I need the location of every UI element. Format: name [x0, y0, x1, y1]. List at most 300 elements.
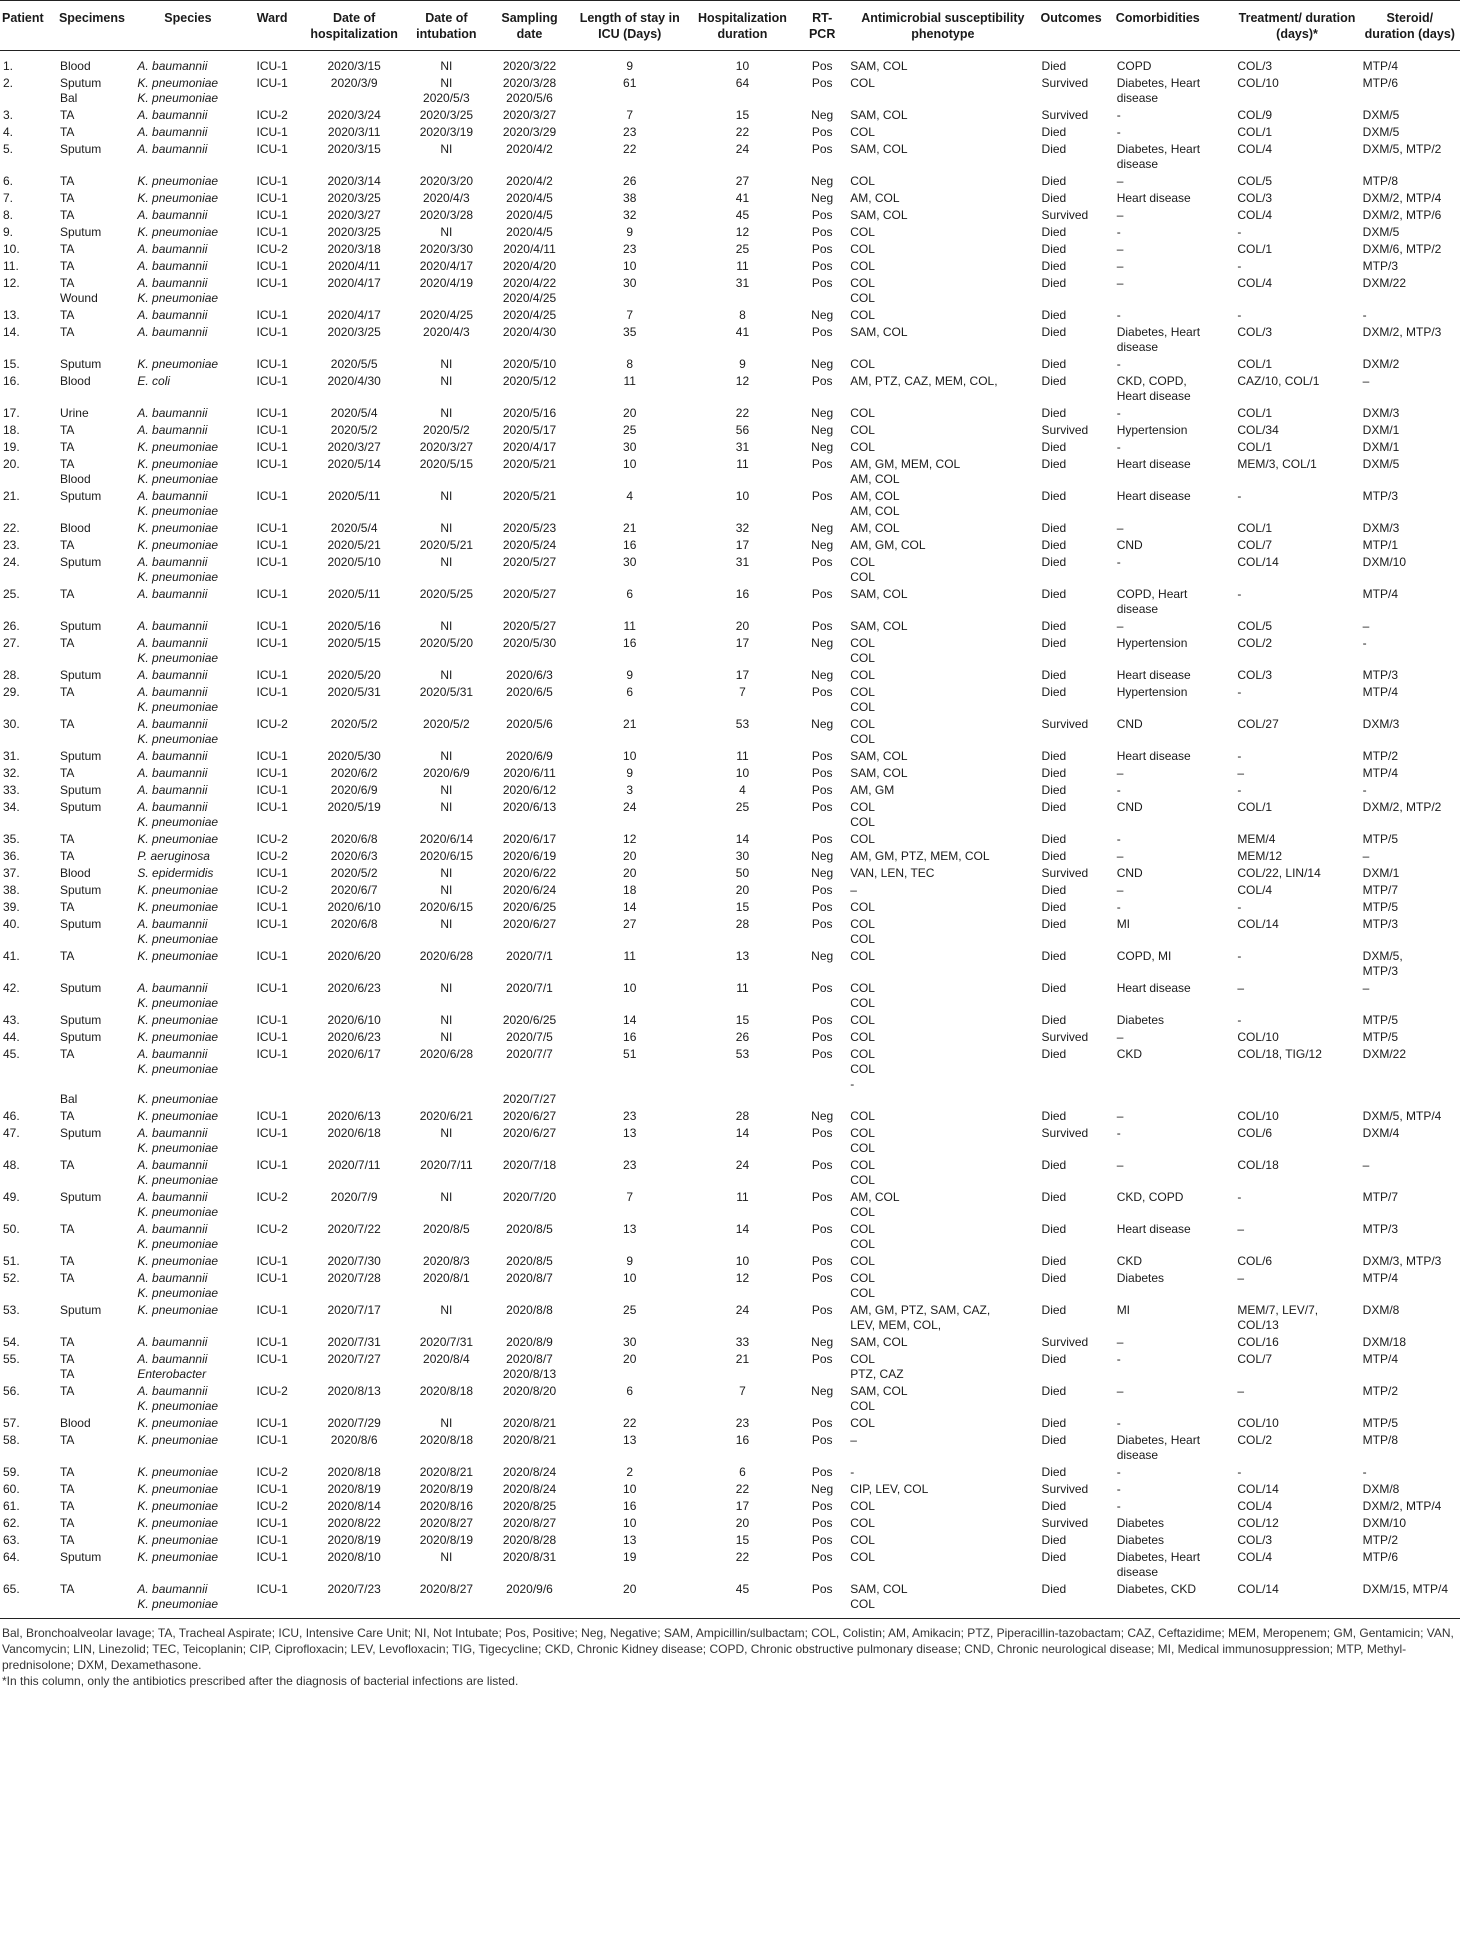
table-row: [0, 356, 1460, 373]
intubation-date-cell: NI: [440, 1550, 453, 1564]
comorbidities-cell: -: [1116, 1126, 1121, 1140]
outcome-cell: Died: [1041, 1533, 1067, 1547]
hospitalization-duration-cell: 15: [735, 1013, 750, 1027]
table-row: [0, 51, 1460, 76]
patient-cell: 31.: [3, 749, 20, 763]
treatment-cell: COL/1: [1237, 800, 1273, 814]
outcome-cell: Died: [1041, 917, 1067, 931]
species-cell: A. baumannii: [137, 406, 208, 420]
phenotype-cell: COL COL: [850, 555, 875, 584]
species-cell: E. coli: [137, 374, 171, 388]
ward-cell: ICU-1: [256, 357, 288, 371]
icu-stay-cell: 11: [623, 949, 636, 963]
intubation-date-cell: NI: [440, 783, 453, 797]
hospitalization-duration-cell: 7: [739, 1384, 746, 1398]
outcome-cell: Died: [1041, 406, 1067, 420]
icu-stay-cell: 16: [623, 1030, 637, 1044]
treatment-cell: COL/10: [1237, 1416, 1279, 1430]
icu-stay-cell: 23: [623, 125, 637, 139]
sampling-date-cell: 2020/6/25: [502, 1013, 557, 1027]
specimens-cell: Sputum: [59, 917, 102, 931]
intubation-date-cell: 2020/5/25: [419, 587, 474, 601]
ward-cell: ICU-1: [256, 749, 288, 763]
table-row: [0, 1549, 1460, 1581]
sampling-date-cell: 2020/6/19: [502, 849, 557, 863]
table-row: [0, 1334, 1460, 1351]
icu-stay-cell: 4: [626, 489, 634, 503]
steroid-cell: MTP/2: [1362, 1384, 1398, 1398]
table-row: [0, 831, 1460, 848]
table-row: [0, 1046, 1460, 1108]
specimens-cell: TA: [59, 1158, 75, 1172]
hospitalization-duration-cell: 10: [735, 59, 750, 73]
outcome-cell: Died: [1041, 800, 1067, 814]
species-cell: A. baumannii: [137, 108, 208, 122]
intubation-date-cell: NI: [440, 489, 453, 503]
species-cell: A. baumannii K. pneumoniae: [137, 276, 219, 305]
sampling-date-cell: 2020/6/27: [502, 1109, 557, 1123]
steroid-cell: MTP/6: [1362, 76, 1398, 90]
intubation-date-cell: NI: [440, 521, 453, 535]
steroid-cell: MTP/4: [1362, 587, 1398, 601]
specimens-cell: TA: [59, 208, 75, 222]
specimens-cell: Sputum: [59, 800, 102, 814]
hospitalization-duration-cell: 25: [735, 242, 750, 256]
hospitalization-date-cell: 2020/8/14: [327, 1499, 381, 1513]
intubation-date-cell: NI 2020/5/3: [423, 76, 470, 105]
hospitalization-duration-cell: 41: [735, 325, 750, 339]
ward-cell: ICU-1: [256, 406, 288, 420]
treatment-cell: –: [1237, 1384, 1245, 1398]
species-cell: A. baumannii K. pneumoniae: [137, 636, 219, 665]
rt-pcr-cell: Neg: [811, 717, 834, 731]
ward-cell: ICU-1: [256, 1109, 288, 1123]
species-cell: K. pneumoniae: [137, 900, 219, 914]
outcome-cell: Died: [1041, 538, 1067, 552]
treatment-cell: -: [1237, 259, 1242, 273]
table-row: [0, 882, 1460, 899]
species-cell: A. baumannii: [137, 142, 208, 156]
phenotype-cell: COL: [850, 440, 875, 454]
species-cell: K. pneumoniae: [137, 538, 219, 552]
table-row: [0, 899, 1460, 916]
icu-stay-cell: 30: [623, 555, 637, 569]
specimens-cell: Sputum: [59, 1030, 102, 1044]
icu-stay-cell: 21: [623, 521, 637, 535]
icu-stay-cell: 51: [623, 1047, 637, 1061]
icu-stay-cell: 25: [623, 1303, 637, 1317]
icu-stay-cell: 9: [626, 668, 634, 682]
treatment-cell: MEM/12: [1237, 849, 1283, 863]
ward-cell: ICU-1: [256, 1047, 288, 1061]
phenotype-cell: SAM, COL COL: [850, 1384, 908, 1413]
patient-cell: 53.: [3, 1303, 20, 1317]
rt-pcr-cell: Pos: [811, 981, 833, 995]
icu-stay-cell: 35: [623, 325, 637, 339]
hospitalization-date-cell: 2020/5/11: [327, 587, 381, 601]
steroid-cell: -: [1362, 636, 1367, 650]
intubation-date-cell: NI: [440, 1416, 453, 1430]
outcome-cell: Survived: [1041, 1030, 1089, 1044]
comorbidities-cell: –: [1116, 1109, 1124, 1123]
sampling-date-cell: 2020/5/10: [502, 357, 557, 371]
rt-pcr-cell: Pos: [811, 1158, 833, 1172]
steroid-cell: MTP/6: [1362, 1550, 1398, 1564]
intubation-date-cell: NI: [440, 917, 453, 931]
patient-cell: 2.: [3, 76, 14, 90]
comorbidities-cell: Diabetes, Heart disease: [1116, 76, 1201, 105]
species-cell: K. pneumoniae: [137, 225, 219, 239]
patient-cell: 27.: [3, 636, 20, 650]
col-header-comorbidities: Comorbidities: [1114, 1, 1235, 51]
hospitalization-date-cell: 2020/5/5: [330, 357, 378, 371]
treatment-cell: -: [1237, 1190, 1242, 1204]
rt-pcr-cell: Neg: [811, 440, 834, 454]
table-row: [0, 1351, 1460, 1383]
steroid-cell: DXM/18: [1362, 1335, 1407, 1349]
phenotype-cell: COL: [850, 1533, 875, 1547]
phenotype-cell: SAM, COL: [850, 766, 908, 780]
hospitalization-date-cell: 2020/8/18: [327, 1465, 381, 1479]
treatment-cell: COL/7: [1237, 1352, 1273, 1366]
sampling-date-cell: 2020/7/1: [506, 981, 553, 995]
hospitalization-duration-cell: 26: [735, 1030, 750, 1044]
intubation-date-cell: 2020/8/4: [423, 1352, 470, 1366]
hospitalization-date-cell: 2020/8/6: [330, 1433, 378, 1447]
col-header-rt-pcr: RT-PCR: [797, 1, 847, 51]
specimens-cell: Blood: [59, 1416, 91, 1430]
steroid-cell: DXM/5: [1362, 108, 1400, 122]
hospitalization-date-cell: 2020/5/19: [327, 800, 381, 814]
phenotype-cell: COL: [850, 1516, 875, 1530]
hospitalization-duration-cell: 23: [735, 1416, 750, 1430]
rt-pcr-cell: Pos: [811, 1303, 833, 1317]
patient-cell: 22.: [3, 521, 20, 535]
hospitalization-date-cell: 2020/5/31: [327, 685, 381, 699]
ward-cell: ICU-1: [256, 259, 288, 273]
ward-cell: ICU-1: [256, 1416, 288, 1430]
treatment-cell: -: [1237, 685, 1242, 699]
hospitalization-date-cell: 2020/7/9: [330, 1190, 378, 1204]
sampling-date-cell: 2020/8/25: [502, 1499, 557, 1513]
icu-stay-cell: 11: [623, 374, 636, 388]
sampling-date-cell: 2020/4/20: [502, 259, 557, 273]
sampling-date-cell: 2020/5/27: [502, 619, 557, 633]
comorbidities-cell: -: [1116, 1352, 1121, 1366]
sampling-date-cell: 2020/5/23: [502, 521, 557, 535]
intubation-date-cell: NI: [440, 1013, 453, 1027]
hospitalization-duration-cell: 14: [735, 1222, 750, 1236]
icu-stay-cell: 27: [623, 917, 637, 931]
ward-cell: ICU-1: [256, 374, 288, 388]
species-cell: S. epidermidis: [137, 866, 214, 880]
col-header-ward: Ward: [241, 1, 302, 51]
table-row: [0, 1581, 1460, 1619]
steroid-cell: MTP/2: [1362, 1533, 1398, 1547]
steroid-cell: DXM/2, MTP/4: [1362, 191, 1442, 205]
phenotype-cell: COL COL: [850, 276, 875, 305]
ward-cell: ICU-2: [256, 832, 288, 846]
species-cell: A. baumannii K. pneumoniae K. pneumoniae: [137, 1047, 219, 1106]
icu-stay-cell: 10: [623, 457, 637, 471]
sampling-date-cell: 2020/6/27: [502, 917, 557, 931]
specimens-cell: TA: [59, 1335, 75, 1349]
specimens-cell: TA: [59, 1465, 75, 1479]
comorbidities-cell: –: [1116, 174, 1124, 188]
comorbidities-cell: -: [1116, 125, 1121, 139]
outcome-cell: Died: [1041, 1352, 1067, 1366]
species-cell: K. pneumoniae: [137, 191, 219, 205]
rt-pcr-cell: Pos: [811, 1271, 833, 1285]
outcome-cell: Survived: [1041, 866, 1089, 880]
patient-cell: 19.: [3, 440, 20, 454]
hospitalization-duration-cell: 27: [735, 174, 750, 188]
patient-cell: 43.: [3, 1013, 20, 1027]
ward-cell: ICU-1: [256, 1303, 288, 1317]
table-row: [0, 456, 1460, 488]
table-row: [0, 684, 1460, 716]
treatment-cell: –: [1237, 1271, 1245, 1285]
specimens-cell: TA: [59, 1516, 75, 1530]
comorbidities-cell: CND: [1116, 800, 1143, 814]
steroid-cell: DXM/3: [1362, 717, 1400, 731]
outcome-cell: Survived: [1041, 1335, 1089, 1349]
patient-cell: 42.: [3, 981, 20, 995]
hospitalization-duration-cell: 30: [735, 849, 750, 863]
patient-cell: 59.: [3, 1465, 20, 1479]
outcome-cell: Died: [1041, 981, 1067, 995]
intubation-date-cell: 2020/5/20: [419, 636, 474, 650]
table-row: [0, 865, 1460, 882]
intubation-date-cell: NI: [440, 619, 453, 633]
comorbidities-cell: Heart disease: [1116, 191, 1191, 205]
phenotype-cell: SAM, COL: [850, 619, 908, 633]
phenotype-cell: AM, GM: [850, 783, 895, 797]
specimens-cell: Sputum: [59, 619, 102, 633]
specimens-cell: TA: [59, 440, 75, 454]
comorbidities-cell: Hypertension: [1116, 423, 1188, 437]
col-header-date-of-intubation: Date of intubation: [405, 1, 487, 51]
ward-cell: ICU-1: [256, 1030, 288, 1044]
specimens-cell: Sputum: [59, 142, 102, 156]
icu-stay-cell: 25: [623, 423, 637, 437]
patient-cell: 41.: [3, 949, 20, 963]
patient-cell: 48.: [3, 1158, 20, 1172]
patient-cell: 21.: [3, 489, 20, 503]
treatment-cell: -: [1237, 1465, 1242, 1479]
icu-stay-cell: 3: [626, 783, 634, 797]
sampling-date-cell: 2020/8/31: [502, 1550, 557, 1564]
specimens-cell: Sputum: [59, 668, 102, 682]
table-row: [0, 107, 1460, 124]
icu-stay-cell: 23: [623, 242, 637, 256]
hospitalization-duration-cell: 11: [736, 981, 749, 995]
table-row: [0, 916, 1460, 948]
intubation-date-cell: 2020/3/25: [419, 108, 474, 122]
steroid-cell: MTP/3: [1362, 489, 1398, 503]
table-row: [0, 782, 1460, 799]
table-row: [0, 1464, 1460, 1481]
table-row: [0, 520, 1460, 537]
treatment-cell: COL/4: [1237, 142, 1273, 156]
intubation-date-cell: 2020/8/1: [423, 1271, 470, 1285]
treatment-cell: COL/18, TIG/12: [1237, 1047, 1322, 1061]
ward-cell: ICU-1: [256, 489, 288, 503]
hospitalization-duration-cell: 12: [735, 1271, 750, 1285]
rt-pcr-cell: Neg: [811, 866, 834, 880]
treatment-cell: COL/14: [1237, 555, 1279, 569]
icu-stay-cell: 14: [623, 900, 637, 914]
comorbidities-cell: –: [1116, 1335, 1124, 1349]
outcome-cell: Survived: [1041, 208, 1089, 222]
comorbidities-cell: –: [1116, 883, 1124, 897]
comorbidities-cell: -: [1116, 406, 1121, 420]
steroid-cell: MTP/3: [1362, 259, 1398, 273]
outcome-cell: Died: [1041, 521, 1067, 535]
comorbidities-cell: Diabetes, CKD: [1114, 1581, 1235, 1619]
species-cell: K. pneumoniae: [137, 949, 219, 963]
species-cell: K. pneumoniae: [137, 174, 219, 188]
phenotype-cell: COL COL: [850, 917, 875, 946]
patient-cell: 37.: [3, 866, 20, 880]
sampling-date-cell: 2020/6/5: [506, 685, 553, 699]
specimens-cell: Sputum: [59, 357, 102, 371]
sampling-date-cell: 2020/8/24: [502, 1465, 557, 1479]
icu-stay-cell: 2: [626, 1465, 634, 1479]
intubation-date-cell: 2020/4/3: [423, 325, 470, 339]
icu-stay-cell: 10: [623, 259, 637, 273]
table-row: [0, 667, 1460, 684]
treatment-cell: -: [1237, 1013, 1242, 1027]
hospitalization-duration-cell: 33: [735, 1335, 750, 1349]
rt-pcr-cell: Neg: [811, 174, 834, 188]
icu-stay-cell: 16: [623, 538, 637, 552]
hospitalization-date-cell: 2020/6/23: [327, 1030, 381, 1044]
comorbidities-cell: Diabetes, Heart disease: [1116, 1550, 1201, 1579]
hospitalization-duration-cell: 13: [735, 949, 750, 963]
icu-stay-cell: 18: [623, 883, 637, 897]
hospitalization-date-cell: 2020/7/22: [327, 1222, 381, 1236]
outcome-cell: Survived: [1041, 76, 1089, 90]
table-row: [0, 173, 1460, 190]
hospitalization-date-cell: 2020/7/31: [327, 1335, 381, 1349]
ward-cell: ICU-1: [256, 1550, 288, 1564]
hospitalization-duration-cell: 56: [735, 423, 750, 437]
rt-pcr-cell: Neg: [811, 1109, 834, 1123]
treatment-cell: COL/27: [1237, 717, 1279, 731]
hospitalization-date-cell: 2020/5/21: [327, 538, 381, 552]
rt-pcr-cell: Pos: [811, 225, 833, 239]
treatment-cell: -: [1237, 749, 1242, 763]
intubation-date-cell: NI: [440, 555, 453, 569]
patient-cell: 28.: [3, 668, 20, 682]
comorbidities-cell: -: [1116, 357, 1121, 371]
steroid-cell: MTP/7: [1362, 883, 1398, 897]
hospitalization-duration-cell: 22: [735, 125, 750, 139]
outcome-cell: Survived: [1041, 423, 1089, 437]
hospitalization-date-cell: 2020/5/4: [330, 521, 378, 535]
table-footnotes: [0, 1619, 1460, 1689]
steroid-cell: MTP/5: [1362, 900, 1398, 914]
ward-cell: ICU-1: [256, 191, 288, 205]
specimens-cell: TA: [59, 1271, 75, 1285]
intubation-date-cell: 2020/4/25: [419, 308, 474, 322]
rt-pcr-cell: Pos: [811, 374, 833, 388]
specimens-cell: Sputum: [59, 981, 102, 995]
species-cell: K. pneumoniae: [137, 883, 219, 897]
intubation-date-cell: 2020/6/9: [423, 766, 470, 780]
intubation-date-cell: 2020/6/21: [419, 1109, 474, 1123]
rt-pcr-cell: Pos: [811, 749, 833, 763]
outcome-cell: Died: [1041, 142, 1067, 156]
icu-stay-cell: 10: [623, 1516, 637, 1530]
comorbidities-cell: COPD, Heart disease: [1116, 587, 1188, 616]
steroid-cell: -: [1362, 783, 1367, 797]
intubation-date-cell: NI: [440, 668, 453, 682]
hospitalization-date-cell: 2020/6/13: [327, 1109, 381, 1123]
outcome-cell: Died: [1041, 1433, 1067, 1447]
sampling-date-cell: 2020/6/3: [506, 668, 553, 682]
sampling-date-cell: 2020/8/5: [506, 1222, 553, 1236]
rt-pcr-cell: Pos: [811, 832, 833, 846]
phenotype-cell: COL COL: [850, 717, 875, 746]
species-cell: A. baumannii: [137, 125, 208, 139]
patient-cell: 33.: [3, 783, 20, 797]
outcome-cell: Died: [1041, 766, 1067, 780]
treatment-cell: MEM/3, COL/1: [1237, 457, 1317, 471]
sampling-date-cell: 2020/6/25: [502, 900, 557, 914]
steroid-cell: MTP/5: [1362, 832, 1398, 846]
phenotype-cell: COL: [850, 76, 875, 90]
species-cell: A. baumannii: [137, 208, 208, 222]
outcome-cell: Died: [1041, 59, 1067, 73]
hospitalization-duration-cell: 20: [735, 1516, 750, 1530]
sampling-date-cell: 2020/5/6: [506, 717, 553, 731]
hospitalization-date-cell: 2020/6/8: [330, 832, 378, 846]
patient-cell: 40.: [3, 917, 20, 931]
comorbidities-cell: -: [1116, 1416, 1121, 1430]
ward-cell: ICU-1: [256, 1433, 288, 1447]
specimens-cell: TA: [59, 259, 75, 273]
ward-cell: ICU-1: [256, 900, 288, 914]
ward-cell: ICU-1: [256, 766, 288, 780]
treatment-cell: COL/1: [1237, 521, 1273, 535]
species-cell: A. baumannii: [137, 668, 208, 682]
treatment-cell: COL/4: [1237, 1499, 1273, 1513]
phenotype-cell: SAM, COL: [850, 59, 908, 73]
treatment-cell: -: [1237, 900, 1242, 914]
steroid-cell: MTP/1: [1362, 538, 1398, 552]
intubation-date-cell: 2020/4/19: [419, 276, 474, 290]
phenotype-cell: COL: [850, 406, 875, 420]
treatment-cell: COL/10: [1237, 1030, 1279, 1044]
hospitalization-duration-cell: 17: [735, 636, 750, 650]
comorbidities-cell: Diabetes: [1116, 1013, 1165, 1027]
ward-cell: ICU-1: [256, 1126, 288, 1140]
ward-cell: ICU-1: [256, 125, 288, 139]
intubation-date-cell: 2020/6/15: [419, 900, 474, 914]
treatment-cell: COL/4: [1237, 883, 1273, 897]
hospitalization-duration-cell: 10: [735, 1254, 750, 1268]
intubation-date-cell: 2020/3/28: [419, 208, 474, 222]
intubation-date-cell: NI: [440, 1126, 453, 1140]
steroid-cell: MTP/4: [1362, 685, 1398, 699]
treatment-cell: COL/9: [1237, 108, 1273, 122]
rt-pcr-cell: Neg: [811, 308, 834, 322]
outcome-cell: Died: [1041, 1254, 1067, 1268]
table-row: [0, 75, 1460, 107]
steroid-cell: –: [1362, 849, 1370, 863]
